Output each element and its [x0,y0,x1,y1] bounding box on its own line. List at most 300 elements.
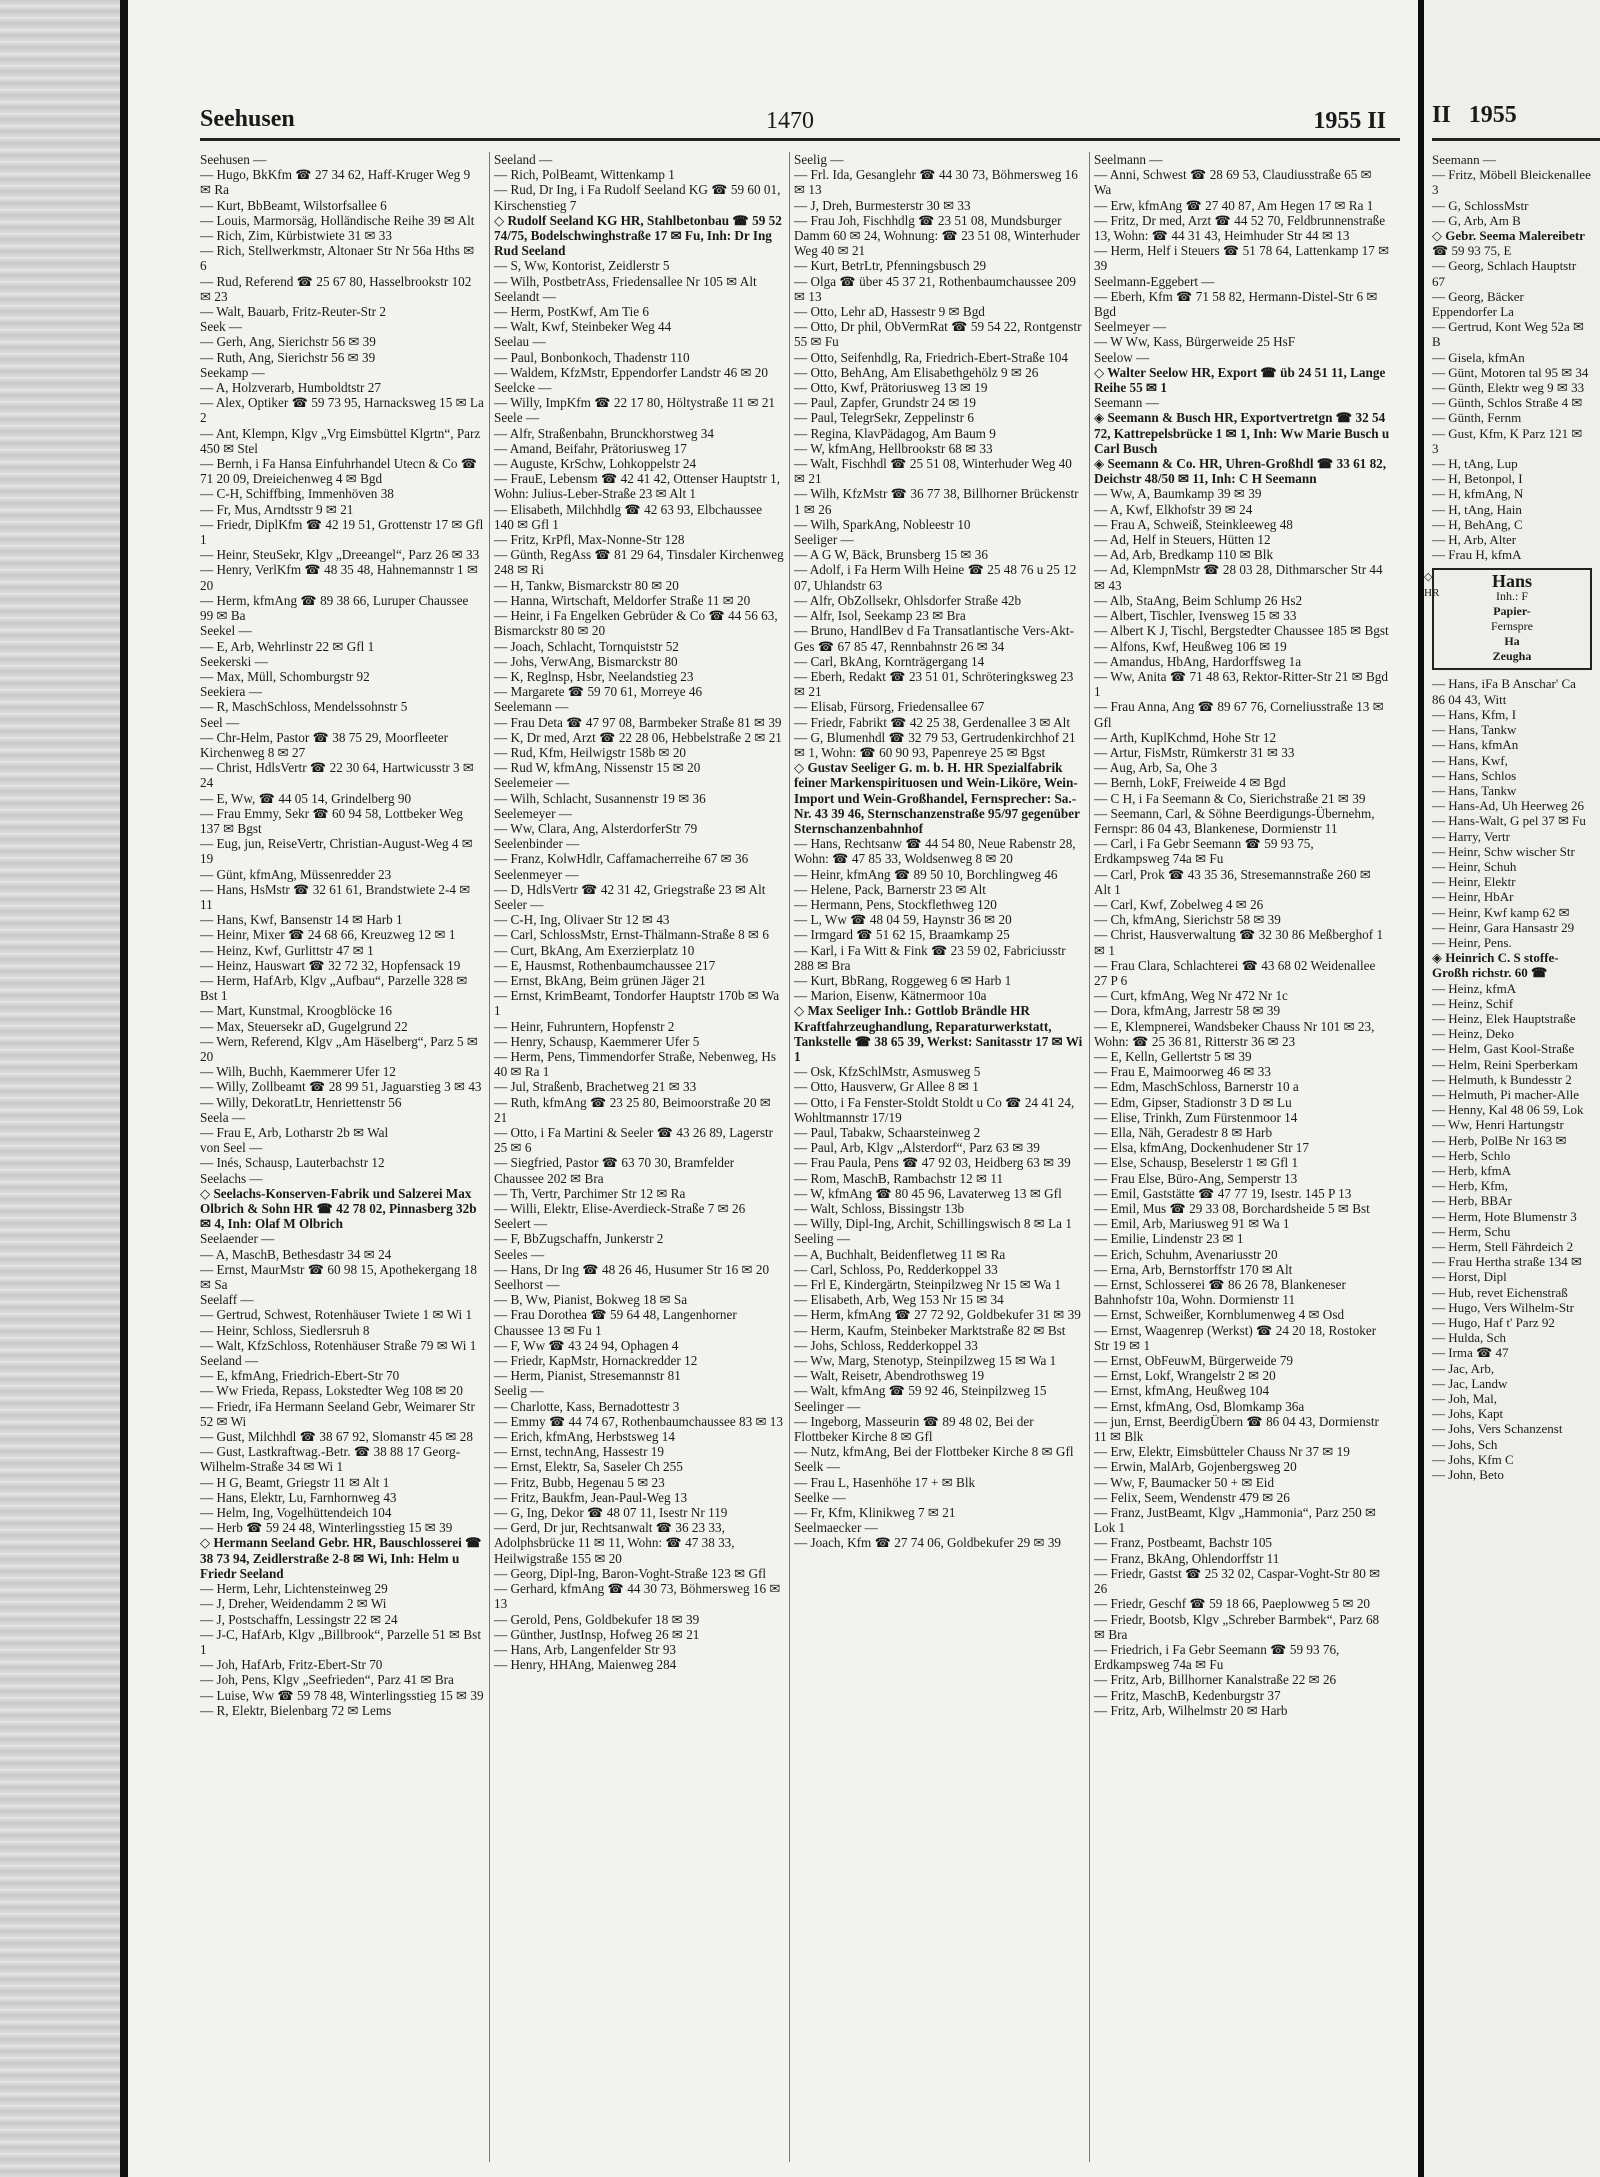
directory-entry: — Aug, Arb, Sa, Ohe 3 [1094,760,1218,776]
directory-entry: — Ernst, kfmAng, Heußweg 104 [1094,1383,1270,1399]
directory-entry: — Rud, Kfm, Heilwigstr 158b ✉ 20 [494,744,687,760]
directory-entry: — Fritz, Möbell Bleickenallee 3 [1432,167,1591,198]
directory-entry: — Artur, FisMstr, Rümkerstr 31 ✉ 33 [1094,744,1295,760]
directory-entry: — Edm, Gipser, Stadionstr 3 D ✉ Lu [1094,1094,1292,1110]
surname-heading: Seelemann — [494,699,569,715]
directory-entry: ☎ 59 93 75, E [1432,243,1512,259]
directory-entry: — Heinr, HbAr [1432,889,1514,905]
directory-entry: — Heinz, Hauswart ☎ 32 72 32, Hopfensack 19 [200,957,461,973]
directory-entry: — Herm, Stell Fährdeich 2 [1432,1239,1574,1254]
directory-entry: — Harry, Vertr [1432,828,1510,844]
directory-entry: — Carl, Schloss, Po, Redderkoppel 33 [794,1261,998,1277]
directory-entry: — Franz, KolwHdlr, Caffamacherreihe 67 ✉ 36 [494,851,749,867]
directory-entry: — G, Blumenhdl ☎ 32 79 53, Gertrudenkirchhof 21 ✉ 1, Wohn: ☎ 60 90 93, Papenreye 25 ✉ Bgst [794,729,1076,760]
ad-title: Hans [1491,571,1533,592]
directory-entry: — Henry, VerlKfm ☎ 48 35 48, Hahnemannstr 1 ✉ 20 [200,562,478,593]
directory-entry: — Fritz, Baukfm, Jean-Paul-Weg 13 [494,1489,688,1505]
directory-entry: — C H, i Fa Seemann & Co, Sierichstraße 21 ✉ 39 [1094,790,1366,806]
directory-entry: — Alfr, ObZollsekr, Ohlsdorfer Straße 42b [794,592,1022,608]
directory-entry: — Rud, Referend ☎ 25 67 80, Hasselbrookstr 102 ✉ 23 [200,273,472,304]
directory-entry: — K, Dr med, Arzt ☎ 22 28 06, Hebbelstraße 2 ✉ 21 [494,729,782,745]
directory-entry: — Hulda, Sch [1432,1330,1507,1346]
column-divider [489,152,490,2162]
directory-entry: — Emmy ☎ 44 74 67, Rothenbaumchaussee 83 ✉ 13 [494,1413,783,1429]
directory-entry: ◈ Seemann & Co. HR, Uhren-Großhdl ☎ 33 61 82, Deichstr 48/50 ✉ 11, Inh: C H Seemann [1094,456,1387,487]
directory-entry: — Kurt, BbBeamt, Wilstorfsallee 6 [200,197,387,213]
directory-entry: ◇ Max Seeliger Inh.: Gottlob Brändle HR Kraftfahrzeughandlung, Reparaturwerkstatt, Tankstelle ☎ 38 65 39, Werkst: Sanitasstr 17 ✉ Wi 1 [794,1003,1083,1064]
directory-entry: — Gust, Lastkraftwag.-Betr. ☎ 38 88 17 Georg-Wilhelm-Straße 34 ✉ Wi 1 [200,1444,461,1475]
directory-entry: — Helm, Reini Sperberkam [1432,1056,1578,1072]
surname-heading: Seekel — [200,623,252,639]
directory-entry: — Fritz, Arb, Billhorner Kanalstraße 22 ✉ 26 [1094,1672,1337,1688]
directory-entry: — Felix, Seem, Wendenstr 479 ✉ 26 [1094,1489,1290,1505]
directory-entry: — E, Arb, Wehrlinstr 22 ✉ Gfl 1 [200,638,375,654]
directory-entry: — Heinr, Mixer ☎ 24 68 66, Kreuzweg 12 ✉ 1 [200,927,456,943]
directory-entry: — Heinr, i Fa Engelken Gebrüder & Co ☎ 44 56 63, Bismarckstr 80 ✉ 20 [494,608,778,639]
directory-entry: — E, Ww, ☎ 44 05 14, Grindelberg 90 [200,790,412,806]
surname-heading: Seelmaecker — [794,1520,878,1536]
directory-entry: — Eug, jun, ReiseVertr, Christian-August-Weg 4 ✉ 19 [200,836,473,867]
directory-entry: — Mart, Kunstmal, Kroogblöcke 16 [200,1003,392,1019]
directory-entry: — Herm, kfmAng ☎ 89 38 66, Luruper Chaussee 99 ✉ Ba [200,592,469,624]
directory-entry: — S, Ww, Kontorist, Zeidlerstr 5 [494,258,670,274]
directory-entry: — Walt, kfmAng ☎ 59 92 46, Steinpilzweg 15 [794,1383,1047,1399]
directory-entry: — Hans-Ad, Uh Heerweg 26 [1432,798,1584,814]
directory-entry: — Hans, Arb, Langenfelder Str 93 [494,1641,677,1657]
directory-entry: — D, HdlsVertr ☎ 42 31 42, Griegstraße 23 ✉ Alt [494,881,766,897]
directory-entry: — Hans, Schlos [1432,767,1517,783]
directory-entry: — Hans, Elektr, Lu, Farnhornweg 43 [200,1489,397,1505]
directory-entry: — Else, Schausp, Beselerstr 1 ✉ Gfl 1 [1094,1155,1299,1171]
directory-entry: — Inés, Schausp, Lauterbachstr 12 [200,1155,385,1171]
surname-heading: Seemann — [1432,152,1496,167]
directory-entry: — Karl, i Fa Witt & Fink ☎ 23 59 02, Fabriciusstr 288 ✉ Bra [794,942,1066,973]
surname-heading: von Seel — [200,1140,263,1156]
directory-column-2 [494,152,784,2162]
directory-entry: — Eberh, Redakt ☎ 23 51 01, Schröteringksweg 23 ✉ 21 [794,668,1074,700]
directory-entry: — Olga ☎ über 45 37 21, Rothenbaumchaussee 209 ✉ 13 [794,273,1076,304]
directory-entry: — Alfons, Kwf, Heußweg 106 ✉ 19 [1094,638,1287,654]
surname-heading: Seelert — [494,1216,548,1232]
directory-entry: — Frau Else, Büro-Ang, Semperstr 13 [1094,1170,1298,1186]
directory-entry: — Hans, Kwf, [1432,752,1508,768]
surname-heading: Seele — [494,410,540,426]
directory-entry: — Frau Clara, Schlachterei ☎ 43 68 02 Weidenallee 27 P 6 [1094,957,1376,988]
directory-entry: — Wilh, PostbetrAss, Friedensallee Nr 105 ✉ Alt [494,273,757,289]
directory-entry: — Ernst, Elektr, Sa, Saseler Ch 255 [494,1459,683,1475]
directory-entry: — Joh, HafArb, Fritz-Ebert-Str 70 [200,1657,383,1673]
directory-entry: — Gerd, Dr jur, Rechtsanwalt ☎ 36 23 33, Adolphsbrücke 11 ✉ 11, Wohn: ☎ 47 38 33, Heilwigstraße 155 ✉ 20 [494,1520,735,1566]
header-running-name: Seehusen [200,106,295,132]
directory-entry: — Ww, Henri Hartungstr [1432,1117,1564,1133]
directory-entry: — Otto, BehAng, Am Elisabethgehölz 9 ✉ 26 [794,364,1039,380]
directory-entry: — Ernst, ObFeuwM, Bürgerweide 79 [1094,1353,1294,1369]
directory-entry: — J-C, HafArb, Klgv „Billbrook“, Parzelle 51 ✉ Bst 1 [200,1626,481,1657]
directory-entry: — E, Klempnerei, Wandsbeker Chauss Nr 101 ✉ 23, Wohn: ☎ 25 36 81, Ritterstr 36 ✉ 23 [1094,1018,1375,1049]
directory-entry: — Heinz, kfmA [1432,980,1517,996]
directory-entry: — Jul, Straßenb, Brachetweg 21 ✉ 33 [494,1079,697,1095]
directory-entry: — Ernst, Lokf, Wrangelstr 2 ✉ 20 [1094,1368,1276,1384]
directory-entry: — Paul, Arb, Klgv „Alsterdorf“, Parz 63 ✉ 39 [794,1140,1040,1156]
directory-entry: — Frl. Ida, Gesanglehr ☎ 44 30 73, Böhmersweg 16 ✉ 13 [794,167,1078,198]
directory-entry: — Adolf, i Fa Herm Wilh Heine ☎ 25 48 76 u 25 12 07, Uhlandstr 63 [794,562,1077,593]
directory-entry: — Friedr, Geschf ☎ 59 18 66, Paeplowweg 5 ✉ 20 [1094,1596,1371,1612]
directory-entry: ◇ Gustav Seeliger G. m. b. H. HR Spezialfabrik feiner Markenspirituosen und Wein-Liköre, Wein-Import und Wein-Großhandel, Fernsprecher: Sa.-Nr. 43 39 46, Sternschanzenstraße 95/97 gegenüber Sternschanzenbahnhof [794,760,1080,836]
directory-entry: — W Ww, Kass, Bürgerweide 25 HsF [1094,334,1296,350]
directory-entry: — Th, Vertr, Parchimer Str 12 ✉ Ra [494,1185,686,1201]
directory-entry: — Kurt, BetrLtr, Pfenningsbusch 29 [794,258,987,274]
directory-entry: — Heinr, Fuhruntern, Hopfenstr 2 [494,1018,675,1034]
surname-heading: Seelke — [794,1489,846,1505]
directory-entry: — Hub, revet Eichenstraß [1432,1284,1568,1300]
directory-entry: ◈ Heinrich C. S stoffe-Großh richstr. 60 ☎ [1432,950,1559,981]
directory-entry: — Fritz, KrPfl, Max-Nonne-Str 128 [494,532,685,548]
facing-page-partial [1424,0,1600,2177]
directory-entry: — Emil, Mus ☎ 29 33 08, Borchardsheide 5 ✉ Bst [1094,1201,1370,1217]
header-year-part: 1955 II [1313,108,1386,134]
directory-entry: — Hans-Walt, G pel 37 ✉ Fu [1432,813,1586,829]
directory-entry: — Herb, kfmA [1432,1162,1512,1178]
directory-entry: — Carl, Kwf, Zobelweg 4 ✉ 26 [1094,896,1264,912]
directory-entry: — Elise, Trinkh, Zum Fürstenmoor 14 [1094,1109,1298,1125]
facing-header-year: 1955 [1468,102,1517,128]
directory-entry: — A, Holzverarb, Humboldtstr 27 [200,380,381,396]
directory-entry: — Ad, Arb, Bredkamp 110 ✉ Blk [1094,547,1274,563]
surname-heading: Seelcke — [494,380,552,396]
directory-entry: — Frau E, Arb, Lotharstr 2b ✉ Wal [200,1125,389,1140]
surname-heading: Seelig — [794,152,844,167]
directory-entry: — Seemann, Carl, & Söhne Beerdigungs-Übernehm, Fernspr: 86 04 43, Blankenese, Dormienstr 11 [1094,805,1375,836]
surname-heading: Seehusen — [200,152,267,167]
directory-entry: — Frau H, kfmA [1432,547,1522,563]
surname-heading: Seelenbinder — [494,836,580,852]
directory-entry: — Ww Frieda, Repass, Lokstedter Weg 108 ✉ 20 [200,1383,463,1399]
directory-entry: — H, Betonpol, I [1432,471,1523,487]
directory-entry: — Herm, Schu [1432,1223,1511,1239]
directory-entry: — Alb, StaAng, Beim Schlump 26 Hs2 [1094,592,1303,608]
directory-entry: — J, Postschaffn, Lessingstr 22 ✉ 24 [200,1611,398,1627]
directory-entry: — Curt, kfmAng, Weg Nr 472 Nr 1c [1094,988,1288,1004]
directory-entry: — Herb, PolBe Nr 163 ✉ [1432,1132,1567,1148]
surname-heading: Seelandt — [494,288,556,304]
directory-entry: — Frau Paula, Pens ☎ 47 92 03, Heidberg 63 ✉ 39 [794,1155,1071,1171]
directory-entry: — C-H, Schiffbing, Immenhöven 38 [200,486,394,502]
directory-entry: — Frl E, Kindergärtn, Steinpilzweg Nr 15 ✉ Wa 1 [794,1277,1061,1293]
directory-entry: ◇ Walter Seelow HR, Export ☎ üb 24 51 11, Lange Reihe 55 ✉ 1 [1094,364,1386,396]
column-divider [1089,152,1090,2162]
directory-entry: — Walt, Fischhdl ☎ 25 51 08, Winterhuder Weg 40 ✉ 21 [794,456,1072,487]
directory-entry: — Erich, kfmAng, Herbstsweg 14 [494,1429,675,1445]
surname-heading: Seelemeyer — [494,805,572,821]
directory-entry: — Alfr, Isol, Seekamp 23 ✉ Bra [794,608,966,624]
directory-entry: — Helmuth, k Bundesstr 2 [1432,1071,1572,1087]
directory-entry: — Chr-Helm, Pastor ☎ 38 75 29, Moorfleeter Kirchenweg 8 ✉ 27 [200,729,448,760]
directory-entry: — Gisela, kfmAn [1432,349,1525,365]
directory-entry: ◇ Gebr. Seema Malereibetr [1432,228,1585,244]
directory-entry: — Willy, DekoratLtr, Henriettenstr 56 [200,1094,402,1110]
directory-entry: — Bruno, HandlBev d Fa Transatlantische Vers-Akt-Ges ☎ 67 85 47, Rennbahnstr 26 ✉ 34 [794,623,1074,654]
directory-entry: — Hans, Tankw [1432,722,1517,738]
directory-entry: — Ww, F, Baumacker 50 + ✉ Eid [1094,1474,1275,1490]
surname-heading: Seelk — [794,1459,840,1475]
directory-entry: — H, BehAng, C [1432,516,1523,532]
directory-entry: — A G W, Bäck, Brunsberg 15 ✉ 36 [794,547,988,563]
directory-entry: — Gust, Milchhdl ☎ 38 67 92, Slomanstr 45 ✉ 28 [200,1429,473,1445]
directory-entry: — Ella, Näh, Geradestr 8 ✉ Harb [1094,1125,1273,1140]
directory-entry: — Gust, Kfm, K Parz 121 ✉ 3 [1432,425,1583,456]
directory-entry: — Hans, Kwf, Bansenstr 14 ✉ Harb 1 [200,912,403,928]
directory-entry: — Gertrud, Kont Weg 52a ✉ B [1432,319,1584,350]
surname-heading: Seelinger — [794,1398,861,1414]
header-page-number: 1470 [766,108,814,134]
directory-entry: ◇ Rudolf Seeland KG HR, Stahlbetonbau ☎ 59 52 74/75, Bodelschwinghstraße 17 ✉ Fu, Inh: Dr Ing Rud Seeland [494,212,782,259]
ad-block [1424,568,1592,670]
directory-entry: — Heinr, Kwf kamp 62 ✉ [1432,904,1570,920]
directory-entry: — Johs, Schloss, Redderkoppel 33 [794,1337,978,1353]
directory-entry: — Amand, Beifahr, Prätoriusweg 17 [494,440,687,456]
directory-entry: — Frau Anna, Ang ☎ 89 67 76, Corneliusstraße 13 ✉ Gfl [1094,699,1384,730]
directory-entry: — Fritz, MaschB, Kedenburgstr 37 [1094,1687,1281,1703]
directory-entry: — Johs, Kfm C [1432,1451,1514,1467]
ad-line: Inh.: F [1495,589,1528,604]
directory-entry: — Eberh, Kfm ☎ 71 58 82, Hermann-Distel-Str 6 ✉ Bgd [1094,288,1378,320]
directory-entry: — Heinr, kfmAng ☎ 89 50 10, Borchlingweg 46 [794,866,1058,882]
directory-entry: — Herm, HafArb, Klgv „Aufbau“, Parzelle 328 ✉ Bst 1 [200,972,468,1004]
directory-entry: — Hans, Kfm, I [1432,706,1517,722]
directory-entry: — Paul, TelegrSekr, Zeppelinstr 6 [794,410,974,426]
directory-entry: — Joach, Schlacht, Tornquiststr 52 [494,638,679,654]
directory-entry: — Gerhard, kfmAng ☎ 44 30 73, Böhmersweg 16 ✉ 13 [494,1581,781,1612]
directory-entry: — Heinr, Schuh [1432,858,1517,874]
directory-entry: — Regina, KlavPädagog, Am Baum 9 [794,425,996,441]
directory-entry: — Arth, KuplKchmd, Hohe Str 12 [1094,729,1277,745]
directory-entry: — Frau Emmy, Sekr ☎ 60 94 58, Lottbeker Weg 137 ✉ Bgst [200,805,463,836]
directory-entry: — Johs, VerwAng, Bismarckstr 80 [494,653,678,669]
directory-entry: — Wilh, KfzMstr ☎ 36 77 38, Billhorner Brückenstr 1 ✉ 26 [794,486,1079,517]
scan-spine [120,0,128,2177]
surname-heading: Seelaender — [200,1231,275,1247]
directory-entry: — Herb, Schlo [1432,1147,1511,1163]
directory-entry: — Elsa, kfmAng, Dockenhudener Str 17 [1094,1140,1309,1156]
directory-entry: — Ww, Anita ☎ 71 48 63, Rektor-Ritter-Str 21 ✉ Bgd 1 [1094,668,1388,700]
surname-heading: Seeliger — [794,532,854,548]
directory-entry: — A, Kwf, Elkhofstr 39 ✉ 24 [1094,501,1253,517]
surname-heading: Seelenmeyer — [494,866,579,882]
directory-entry: — Ernst, KrimBeamt, Tondorfer Hauptstr 170b ✉ Wa 1 [494,988,780,1019]
directory-entry: — Albert, Tischler, Ivensweg 15 ✉ 33 [1094,608,1297,624]
directory-entry: — Ad, Helf in Steuers, Hütten 12 [1094,532,1271,548]
directory-entry: — Walt, KfzSchloss, Rotenhäuser Straße 79 ✉ Wi 1 [200,1337,477,1353]
directory-entry: — Erna, Arb, Bernstorffstr 170 ✉ Alt [1094,1261,1293,1277]
directory-entry: — Fritz, Bubb, Hegenau 5 ✉ 23 [494,1474,665,1490]
surname-heading: Seekerski — [200,653,268,669]
directory-entry: — Helmuth, Pi macher-Alle [1432,1086,1580,1102]
directory-entry: — Herb, BBAr [1432,1193,1512,1209]
directory-entry: — Hans, HsMstr ☎ 32 61 61, Brandstwiete 2-4 ✉ 11 [200,881,471,912]
directory-entry: — Franz, JustBeamt, Klgv „Hammonia“, Parz 250 ✉ Lok 1 [1094,1505,1377,1536]
surname-heading: Seemann — [1094,395,1159,411]
directory-entry: — Willy, Dipl-Ing, Archit, Schillingswisch 8 ✉ La 1 [794,1216,1072,1232]
surname-heading: Seelaff — [200,1292,254,1308]
directory-entry: — Irmgard ☎ 51 62 15, Braamkamp 25 [794,927,1010,943]
directory-entry: — Ernst, technAng, Hassestr 19 [494,1444,664,1460]
directory-entry: — Johs, Vers Schanzenst [1432,1421,1563,1437]
surname-heading: Seeler — [494,896,544,912]
directory-entry: — Heinr, Gara Hansastr 29 [1432,919,1575,935]
directory-entry: — H, tAng, Hain [1432,501,1522,517]
directory-entry: — Walt, Kwf, Steinbeker Weg 44 [494,319,672,335]
directory-entry: — Otto, i Fa Martini & Seeler ☎ 43 26 89, Lagerstr 25 ✉ 6 [494,1125,774,1156]
directory-entry: — Horst, Dipl [1432,1269,1507,1285]
directory-entry: — Hans, kfmAn [1432,737,1519,753]
directory-entry: — Ingeborg, Masseurin ☎ 89 48 02, Bei der Flottbeker Kirche 8 ✉ Gfl [794,1413,1034,1445]
directory-entry: — Helene, Pack, Barnerstr 23 ✉ Alt [794,881,986,897]
directory-entry: — Christ, Hausverwaltung ☎ 32 30 86 Meßberghof 1 ✉ 1 [1094,927,1384,958]
directory-entry: — Erich, Schuhm, Avenariusstr 20 [1094,1246,1278,1262]
directory-entry: — Anni, Schwest ☎ 28 69 53, Claudiusstraße 65 ✉ Wa [1094,167,1372,198]
directory-entry: — Bernh, i Fa Hansa Einfuhrhandel Utecn & Co ☎ 71 20 09, Dreieichenweg 4 ✉ Bgd [200,456,478,487]
directory-entry: — Hanna, Wirtschaft, Meldorfer Straße 11 ✉ 20 [494,592,751,608]
directory-entry: — Friedr, Fabrikt ☎ 42 25 38, Gerdenallee 3 ✉ Alt [794,714,1070,730]
directory-entry: — Herm, Kaufm, Steinbeker Marktstraße 82 ✉ Bst [794,1322,1066,1338]
ad-mark: ◇ HR [1424,571,1440,599]
surname-heading: Seekamp — [200,364,265,380]
surname-heading: Seelow — [1094,349,1150,365]
directory-entry: — Siegfried, Pastor ☎ 63 70 30, Bramfelder Chaussee 202 ✉ Bra [494,1155,735,1186]
directory-entry: — Heinz, Deko [1432,1026,1514,1042]
directory-entry: — John, Beto [1432,1467,1504,1483]
facing-header-part: II [1432,102,1451,128]
directory-entry: — W, kfmAng, Hellbrookstr 68 ✉ 33 [794,440,993,456]
directory-entry: — A, MaschB, Bethesdastr 34 ✉ 24 [200,1246,392,1262]
directory-entry: — H, Arb, Alter [1432,532,1517,548]
directory-entry: — Heinz, Schif [1432,995,1514,1011]
directory-entry: — Willy, Zollbeamt ☎ 28 99 51, Jaguarstieg 3 ✉ 43 [200,1079,482,1095]
directory-entry: — R, Elektr, Bielenbarg 72 ✉ Lems [200,1702,392,1718]
directory-entry: ◈ Seemann & Busch HR, Exportvertretgn ☎ 32 54 72, Kattrepelsbrücke 1 ✉ 1, Inh: Ww Marie Busch u Carl Busch [1094,410,1390,456]
surname-heading: Seelemeier — [494,775,570,791]
directory-entry: — Frau A, Schweiß, Steinkleeweg 48 [1094,516,1293,532]
surname-heading: Seelhorst — [494,1277,560,1293]
directory-entry: — jun, Ernst, BeerdigÜbern ☎ 86 04 43, Dormienstr 11 ✉ Blk [1094,1413,1379,1445]
directory-entry: — F, Ww ☎ 43 24 94, Ophagen 4 [494,1337,679,1353]
directory-entry: — Carl, i Fa Gebr Seemann ☎ 59 93 75, Erdkampsweg 74a ✉ Fu [1094,836,1314,867]
directory-entry: — Paul, Zapfer, Grundstr 24 ✉ 19 [794,395,976,411]
directory-entry: — Johs, Sch [1432,1436,1498,1452]
directory-entry: — Edm, MaschSchloss, Barnerstr 10 a [1094,1079,1299,1095]
directory-entry: — Herm, Lehr, Lichtensteinweg 29 [200,1581,388,1597]
directory-entry: — Hans, Dr Ing ☎ 48 26 46, Husumer Str 16 ✉ 20 [494,1261,770,1277]
directory-entry: — Friedr, DiplKfm ☎ 42 19 51, Grottenstr 17 ✉ Gfl 1 [200,516,484,548]
directory-entry: — Margarete ☎ 59 70 61, Morreye 46 [494,684,703,700]
directory-entry: — Henry, HHAng, Maienweg 284 [494,1657,677,1673]
directory-column-3 [794,152,1084,2162]
directory-entry: — Heinz, Elek Hauptstraße [1432,1010,1576,1026]
directory-entry: — Ruth, Ang, Sierichstr 56 ✉ 39 [200,349,376,365]
directory-entry: — H G, Beamt, Griegstr 11 ✉ Alt 1 [200,1474,390,1490]
directory-entry: — Rud W, kfmAng, Nissenstr 15 ✉ 20 [494,760,701,776]
directory-entry: — Ernst, MaurMstr ☎ 60 98 15, Apothekergang 18 ✉ Sa [200,1261,477,1293]
directory-entry: — G, Arb, Am B [1432,212,1521,228]
directory-entry: — F, BbZugschaffn, Junkerstr 2 [494,1231,664,1247]
directory-entry: — Helm, Ing, Vogelhüttendeich 104 [200,1505,392,1521]
directory-entry: — Joh, Pens, Klgv „Seefrieden“, Parz 41 ✉ Bra [200,1672,454,1688]
directory-column-4 [1094,152,1390,2162]
directory-entry: — Heinr, Elektr [1432,874,1516,890]
directory-entry: — C-H, Ing, Olivaer Str 12 ✉ 43 [494,912,670,928]
directory-entry: — Emilie, Lindenstr 23 ✉ 1 [1094,1231,1244,1247]
directory-entry: — Hugo, BkKfm ☎ 27 34 62, Haff-Kruger Weg 9 ✉ Ra [200,167,471,198]
directory-entry: — Johs, Kapt [1432,1406,1504,1422]
directory-entry: — B, Ww, Pianist, Bokweg 18 ✉ Sa [494,1292,688,1308]
column-divider [789,152,790,2162]
directory-entry: — Hans, iFa B Anschar' Ca 86 04 43, Witt [1432,676,1576,707]
directory-entry: — Wilh, Buchh, Kaemmerer Ufer 12 [200,1064,396,1080]
directory-entry: — Günt, Motoren tal 95 ✉ 34 [1432,364,1589,380]
directory-entry: — H, tAng, Lup [1432,456,1518,472]
directory-entry: — Georg, Dipl-Ing, Baron-Voght-Straße 123 ✉ Gfl [494,1565,767,1581]
directory-entry: — Wilh, Schlacht, Susannenstr 19 ✉ 36 [494,790,706,806]
directory-entry: — Ernst, Schweißer, Kornblumenweg 4 ✉ Osd [1094,1307,1345,1323]
directory-entry: — Heinz, Kwf, Gurlittstr 47 ✉ 1 [200,942,374,958]
directory-entry: — Ww, Marg, Stenotyp, Steinpilzweg 15 ✉ Wa 1 [794,1353,1057,1369]
directory-entry: — Herm, Helf i Steuers ☎ 51 78 64, Lattenkamp 17 ✉ 39 [1094,243,1390,274]
surname-heading: Seelau — [494,334,546,350]
surname-heading: Seel — [200,714,240,730]
directory-entry: — Frau Hertha straße 134 ✉ [1432,1254,1582,1270]
directory-entry: — Charlotte, Kass, Bernadottestr 3 [494,1398,680,1414]
directory-entry: — R, MaschSchloss, Mendelssohnstr 5 [200,699,408,715]
directory-entry: — G, Ing, Dekor ☎ 48 07 11, Isestr Nr 119 [494,1505,728,1521]
directory-entry: — Herb, Kfm, [1432,1178,1508,1194]
directory-entry: — Ernst, Waagenrep (Werkst) ☎ 24 20 18, Rostoker Str 19 ✉ 1 [1094,1322,1377,1353]
directory-entry: — Frau Dorothea ☎ 59 64 48, Langenhorner Chaussee 13 ✉ Fu 1 [494,1307,737,1338]
directory-entry: — Rich, Zim, Kürbistwiete 31 ✉ 33 [200,228,392,244]
directory-entry: — Hermann, Pens, Stockflethweg 120 [794,896,997,912]
directory-entry: — Herb ☎ 59 24 48, Winterlingsstieg 15 ✉ 39 [200,1520,453,1536]
directory-entry: — Heinr, Schw wischer Str [1432,843,1575,859]
directory-entry: — Nutz, kfmAng, Bei der Flottbeker Kirche 8 ✉ Gfl [794,1444,1074,1460]
directory-entry: — Frau Joh, Fischhdlg ☎ 23 51 08, Mundsburger Damm 60 ✉ 24, Wohnung: ☎ 23 51 08, Winterhuder Weg 40 ✉ 21 [794,212,1080,259]
directory-entry: — W, kfmAng ☎ 80 45 96, Lavaterweg 13 ✉ Gfl [794,1185,1062,1201]
facing-entries-bottom [1432,676,1592,1482]
directory-entry: — Joach, Kfm ☎ 27 74 06, Goldbekufer 29 ✉ 39 [794,1535,1062,1551]
directory-entry: — Walt, Reisetr, Abendrothsweg 19 [794,1368,985,1384]
directory-entry: — E, Kelln, Gellertstr 5 ✉ 39 [1094,1048,1252,1064]
directory-entry: — Ww, A, Baumkamp 39 ✉ 39 [1094,486,1262,502]
directory-entry: — Alfr, Straßenbahn, Brunckhorstweg 34 [494,425,714,441]
directory-entry: — G, SchlossMstr [1432,197,1529,213]
directory-entry: — Hans, Rechtsanw ☎ 44 54 80, Neue Rabenstr 28, Wohn: ☎ 47 85 33, Woldsenweg 8 ✉ 20 [794,836,1076,867]
directory-entry: — Otto, Dr phil, ObVermRat ☎ 59 54 22, Rontgenstr 55 ✉ Fu [794,319,1082,350]
directory-entry: — Ernst, Schlosserei ☎ 86 26 78, Blankeneser Bahnhofstr 10a, Wohn. Dormienstr 11 [1094,1277,1346,1308]
page-header [200,102,1400,141]
facing-entries-top [1432,152,1592,562]
directory-entry: — Friedr, Bootsb, Klgv „Schreber Barmbek“, Parz 68 ✉ Bra [1094,1611,1380,1642]
ad-line: Zeugha [1492,649,1532,664]
directory-entry: — FrauE, Lebensm ☎ 42 41 42, Ottenser Hauptstr 1, Wohn: Julius-Leber-Straße 23 ✉ Alt 1 [494,471,780,502]
directory-entry: — Waldem, KfzMstr, Eppendorfer Landstr 46 ✉ 20 [494,364,768,380]
directory-entry: — Erw, kfmAng ☎ 27 40 87, Am Hegen 17 ✉ Ra 1 [1094,197,1374,213]
directory-entry: — Ernst, BkAng, Beim grünen Jäger 21 [494,972,706,988]
directory-entry: — Henry, Schausp, Kaemmerer Ufer 5 [494,1033,700,1049]
directory-entry: — Jac, Landw [1432,1375,1508,1391]
directory-column-1 [200,152,484,2162]
surname-heading: Seeling — [794,1231,851,1247]
directory-entry: — Emil, Arb, Mariusweg 91 ✉ Wa 1 [1094,1216,1290,1232]
directory-entry: — Elisab, Fürsorg, Friedensallee 67 [794,699,985,715]
directory-entry: — Carl, BkAng, Kornträgergang 14 [794,653,985,669]
